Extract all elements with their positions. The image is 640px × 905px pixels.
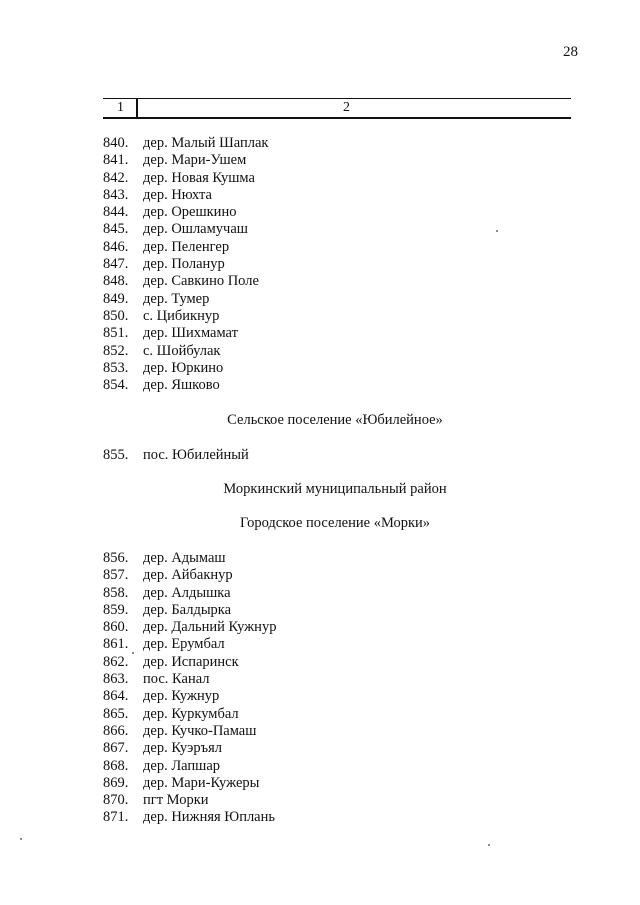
settlement-name: пос. Канал (143, 671, 210, 688)
column-separator (136, 99, 138, 117)
list-item (103, 204, 268, 221)
item-number: 858. (103, 584, 129, 601)
list-item (103, 325, 268, 342)
list-item (103, 377, 268, 394)
settlement-name: дер. Куэръял (143, 740, 223, 757)
list-item (103, 758, 276, 775)
settlement-list-2 (103, 447, 249, 464)
settlement-name: дер. Савкино Поле (143, 273, 259, 290)
section-heading-morki: Городское поселение «Морки» (239, 515, 431, 531)
settlement-name: дер. Поланур (143, 256, 225, 273)
item-number: 849. (103, 290, 129, 307)
settlement-name: дер. Ошламучаш (143, 221, 248, 238)
list-item (103, 792, 276, 809)
column-number-1: 1 (117, 100, 124, 115)
district-heading: Моркинский муниципальный район (223, 481, 447, 497)
list-item (103, 740, 276, 757)
list-item (103, 619, 276, 636)
scan-speck (20, 838, 22, 840)
list-item (103, 654, 276, 671)
list-item (103, 809, 276, 826)
settlement-list-1 (103, 135, 268, 394)
settlement-name: дер. Орешкино (143, 204, 237, 221)
list-item (103, 239, 268, 256)
item-number: 844. (103, 204, 129, 221)
settlement-name: дер. Кужнур (143, 688, 220, 705)
item-number: 866. (103, 722, 129, 739)
settlement-name: дер. Тумер (143, 290, 210, 307)
section-heading-yubileinoe: Сельское поселение «Юбилейное» (227, 412, 443, 428)
scan-speck (132, 652, 134, 654)
list-item (103, 187, 268, 204)
list-item (103, 567, 276, 584)
item-number: 848. (103, 273, 129, 290)
settlement-name: дер. Нюхта (143, 186, 212, 203)
list-item (103, 723, 276, 740)
settlement-name: дер. Малый Шаплак (143, 135, 269, 151)
list-item (103, 152, 268, 169)
list-item (103, 550, 276, 567)
settlement-name: пос. Юбилейный (143, 447, 249, 463)
list-item (103, 308, 268, 325)
column-number-2: 2 (343, 100, 350, 115)
settlement-name: дер. Юркино (143, 359, 224, 376)
item-number: 870. (103, 792, 129, 809)
item-number: 864. (103, 688, 129, 705)
item-number: 846. (103, 238, 129, 255)
settlement-name: с. Цибикнур (143, 307, 220, 324)
page-number: 28 (563, 44, 578, 60)
item-number: 869. (103, 774, 129, 791)
settlement-name: дер. Мари-Кужеры (143, 774, 260, 791)
item-number: 863. (103, 671, 129, 688)
settlement-name: с. Шойбулак (143, 342, 221, 359)
item-number: 843. (103, 186, 129, 203)
item-number: 853. (103, 359, 129, 376)
settlement-name: дер. Адымаш (143, 550, 226, 566)
settlement-list-3 (103, 550, 276, 827)
settlement-name: дер. Кучко-Памаш (143, 722, 257, 739)
settlement-name: дер. Нижняя Юплань (143, 809, 275, 826)
list-item (103, 273, 268, 290)
settlement-name: дер. Айбакнур (143, 567, 233, 584)
item-number: 851. (103, 325, 129, 342)
item-number: 862. (103, 653, 129, 670)
settlement-name: дер. Куркумбал (143, 705, 239, 722)
item-number: 868. (103, 757, 129, 774)
settlement-name: дер. Испаринск (143, 653, 239, 670)
settlement-name: пгт Морки (143, 792, 209, 809)
list-item (103, 706, 276, 723)
item-number: 865. (103, 705, 129, 722)
list-item (103, 447, 249, 464)
item-number: 855. (103, 447, 129, 463)
list-item (103, 256, 268, 273)
settlement-name: дер. Балдырка (143, 601, 232, 618)
settlement-name: дер. Ерумбал (143, 636, 225, 653)
item-number: 850. (103, 307, 129, 324)
item-number: 841. (103, 152, 129, 169)
item-number: 840. (103, 135, 129, 151)
list-item (103, 602, 276, 619)
settlement-name: дер. Мари-Ушем (143, 152, 247, 169)
item-number: 861. (103, 636, 129, 653)
item-number: 867. (103, 740, 129, 757)
item-number: 842. (103, 169, 129, 186)
settlement-name: дер. Яшково (143, 377, 220, 394)
scan-speck (496, 230, 498, 232)
item-number: 860. (103, 619, 129, 636)
list-item (103, 360, 268, 377)
settlement-name: дер. Алдышка (143, 584, 231, 601)
table-column-header (103, 98, 571, 119)
item-number: 871. (103, 809, 129, 826)
item-number: 852. (103, 342, 129, 359)
list-item (103, 291, 268, 308)
list-item (103, 775, 276, 792)
settlement-name: дер. Шихмамат (143, 325, 238, 342)
list-item (103, 343, 268, 360)
list-item (103, 688, 276, 705)
item-number: 856. (103, 550, 129, 566)
settlement-name: дер. Лапшар (143, 757, 221, 774)
item-number: 845. (103, 221, 129, 238)
settlement-name: дер. Новая Кушма (143, 169, 255, 186)
list-item (103, 135, 268, 152)
settlement-name: дер. Дальний Кужнур (143, 619, 277, 636)
list-item (103, 671, 276, 688)
scan-speck (488, 844, 490, 846)
item-number: 847. (103, 256, 129, 273)
list-item (103, 636, 276, 653)
list-item (103, 221, 268, 238)
list-item (103, 170, 268, 187)
item-number: 859. (103, 601, 129, 618)
item-number: 854. (103, 377, 129, 394)
item-number: 857. (103, 567, 129, 584)
list-item (103, 585, 276, 602)
settlement-name: дер. Пеленгер (143, 238, 230, 255)
